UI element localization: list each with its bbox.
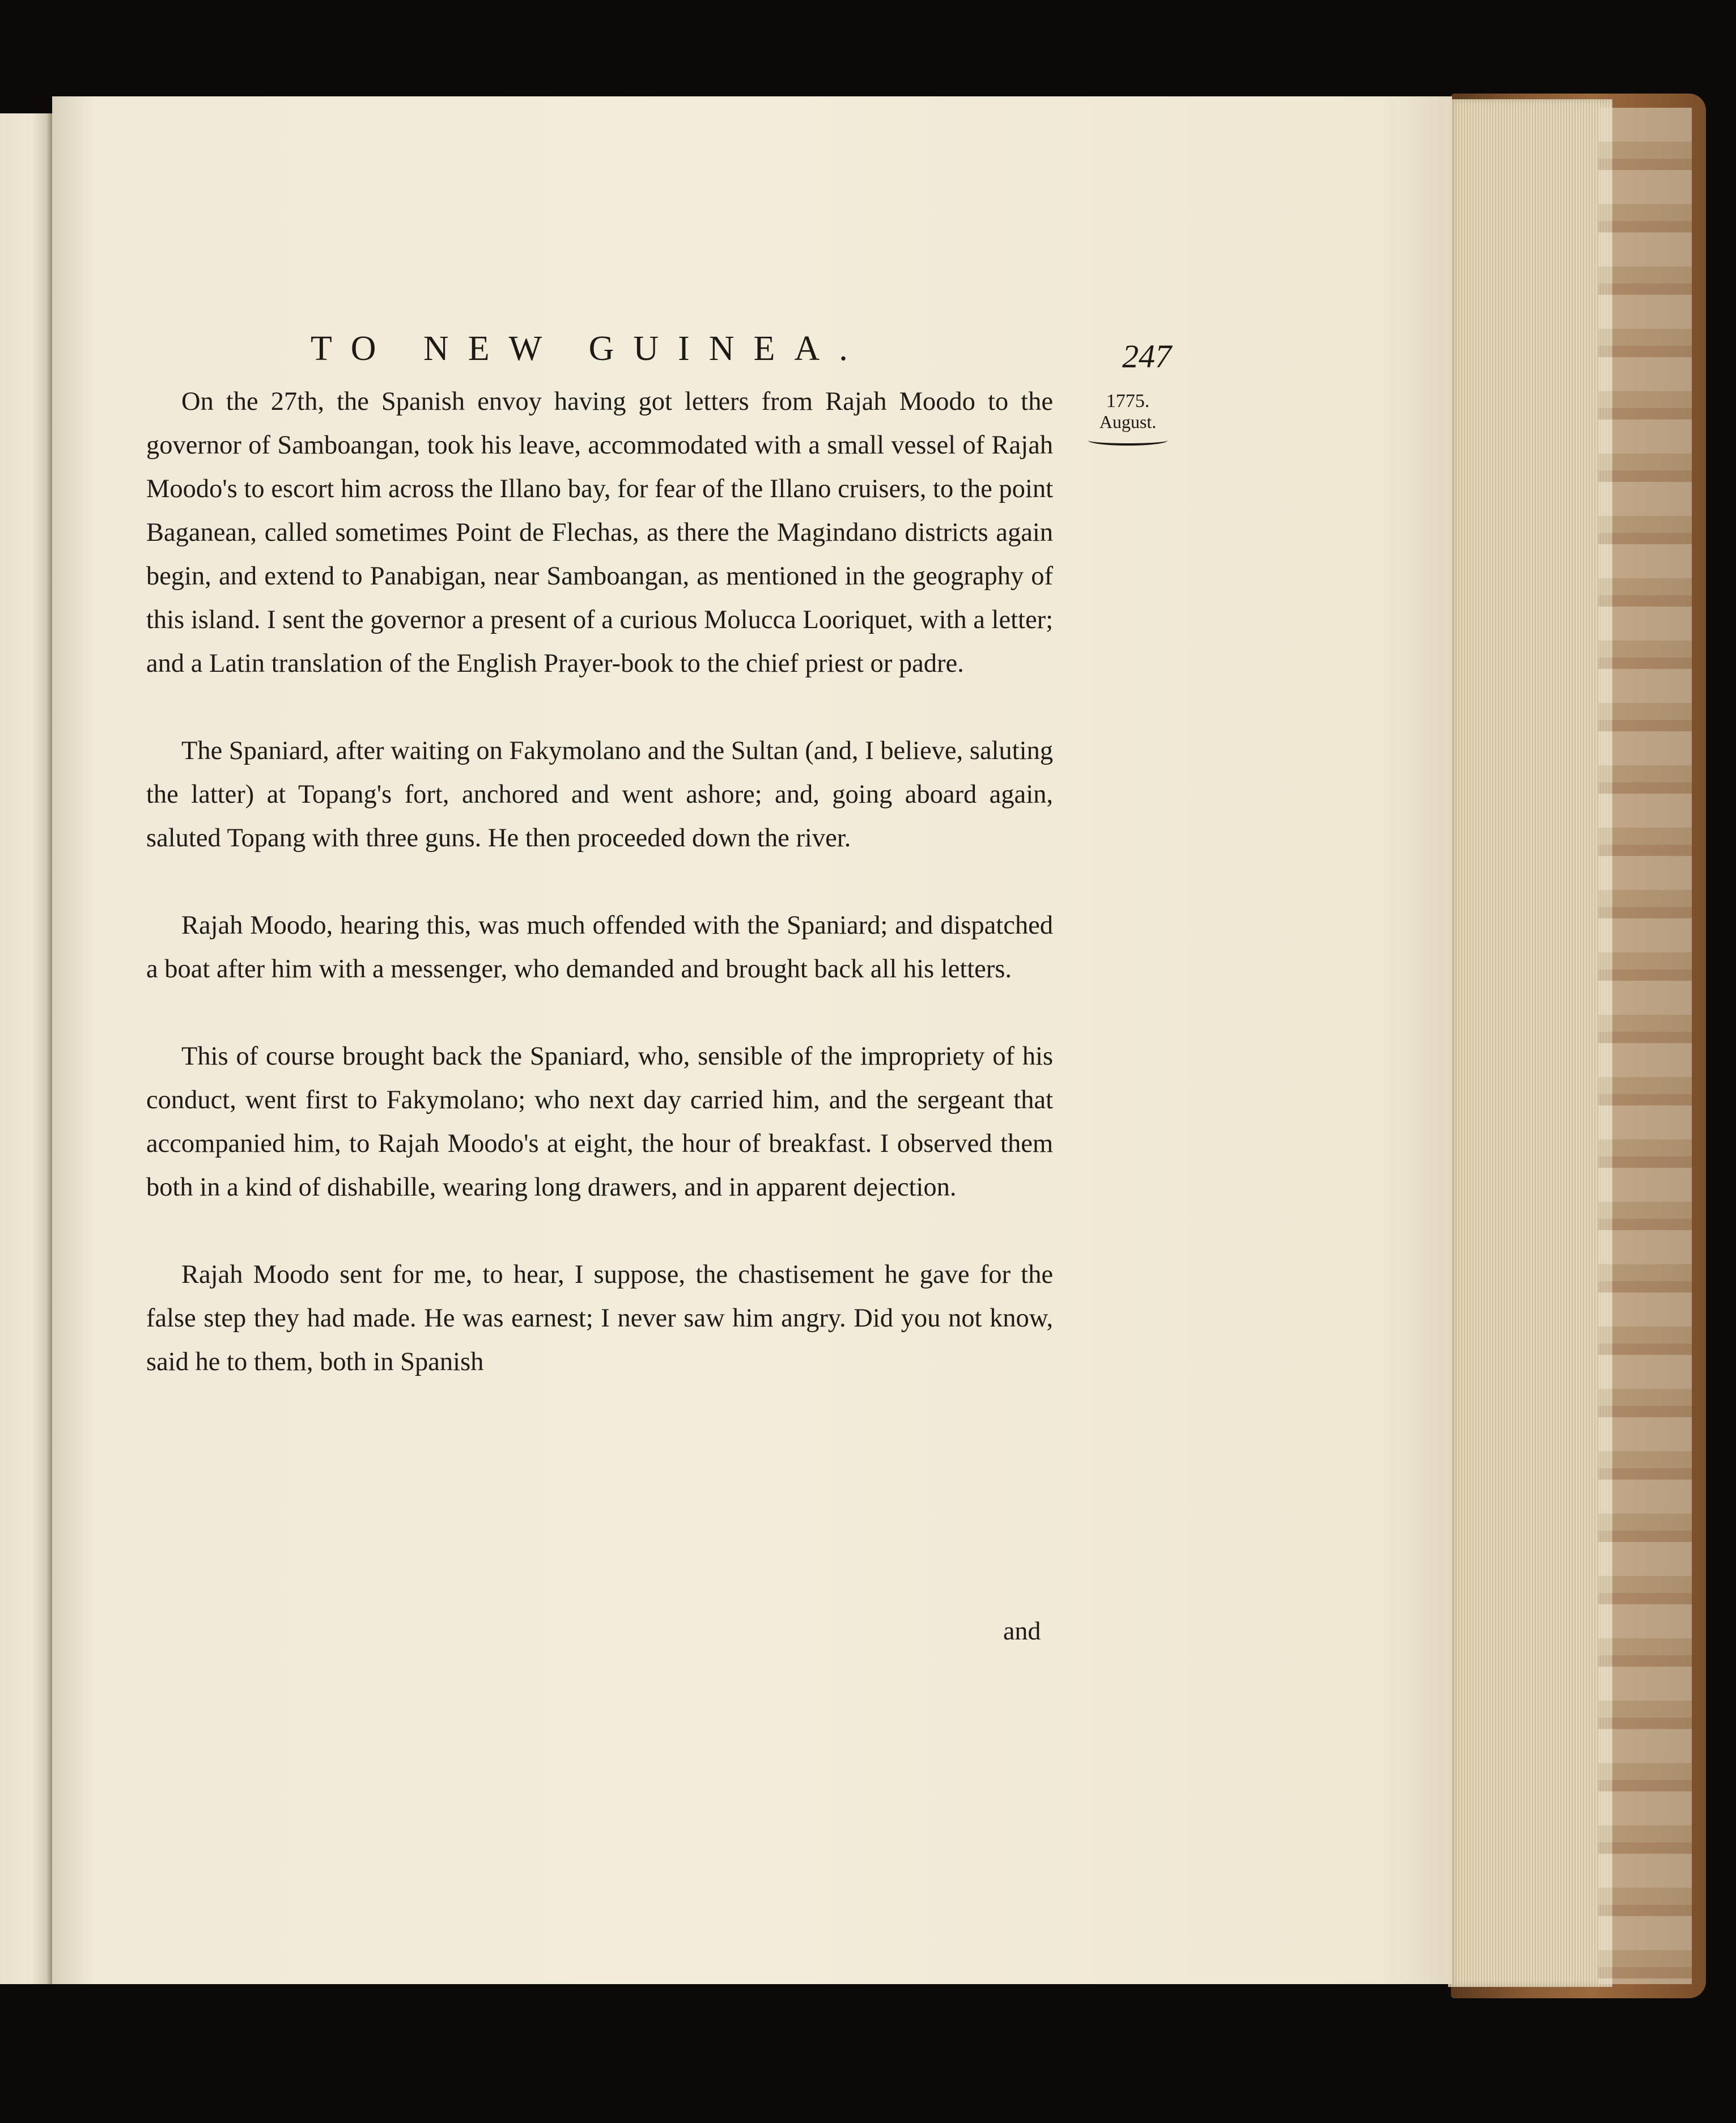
margin-month: August. [1099, 412, 1157, 432]
catchword: and [1003, 1616, 1041, 1645]
paragraph: On the 27th, the Spanish envoy having got letters from Rajah Moodo to the governor of Samboangan, took his leave, accommodated with a small vessel of Rajah Moodo's to escort him across the Illano bay, for fear of the Illano cruisers, to the point Baganean, called sometimes Point de Flechas, as there the Magindano districts again begin, and extend to Panabigan, near Samboangan, as mentioned in the geography of this island. I sent the governor a present of a curious Molucca Looriquet, with a letter; and a Latin translation of the English Prayer-book to the chief priest or padre. [146, 387, 1053, 678]
margin-date-note [1085, 391, 1170, 446]
paragraph: The Spaniard, after waiting on Fakymolano and the Sultan (and, I believe, saluting the latter) at Topang's fort, anchored and went ashore; and, going aboard again, saluted Topang with three guns. He then proceeded down the river. [146, 736, 1053, 853]
page-number: 247 [1122, 338, 1172, 375]
paragraph: Rajah Moodo sent for me, to hear, I suppose, the chastisement he gave for the false step they had made. He was earnest; I never saw him angry. Did you not know, said he to them, both in Spanish [146, 1260, 1053, 1376]
running-title: TO NEW GUINEA. [311, 329, 867, 368]
page-edges [1448, 99, 1612, 1987]
paragraph: This of course brought back the Spaniard, who, sensible of the impropriety of his conduct, went first to Fakymolano; who next day carried him, and the sergeant that accompanied him, to Rajah Moodo's at eight, the hour of breakfast. I observed them both in a kind of dishabille, wearing long drawers, and in apparent dejection. [146, 1042, 1053, 1202]
margin-brace [1088, 435, 1168, 446]
facing-page-edge [0, 113, 52, 1984]
margin-year: 1775. [1106, 391, 1150, 412]
paragraph: Rajah Moodo, hearing this, was much offended with the Spaniard; and dispatched a boat after him with a messenger, who demanded and brought back all his letters. [146, 911, 1053, 984]
marbled-endpaper [1598, 108, 1692, 1984]
page-header [311, 329, 1212, 374]
page-body [146, 380, 1053, 1427]
